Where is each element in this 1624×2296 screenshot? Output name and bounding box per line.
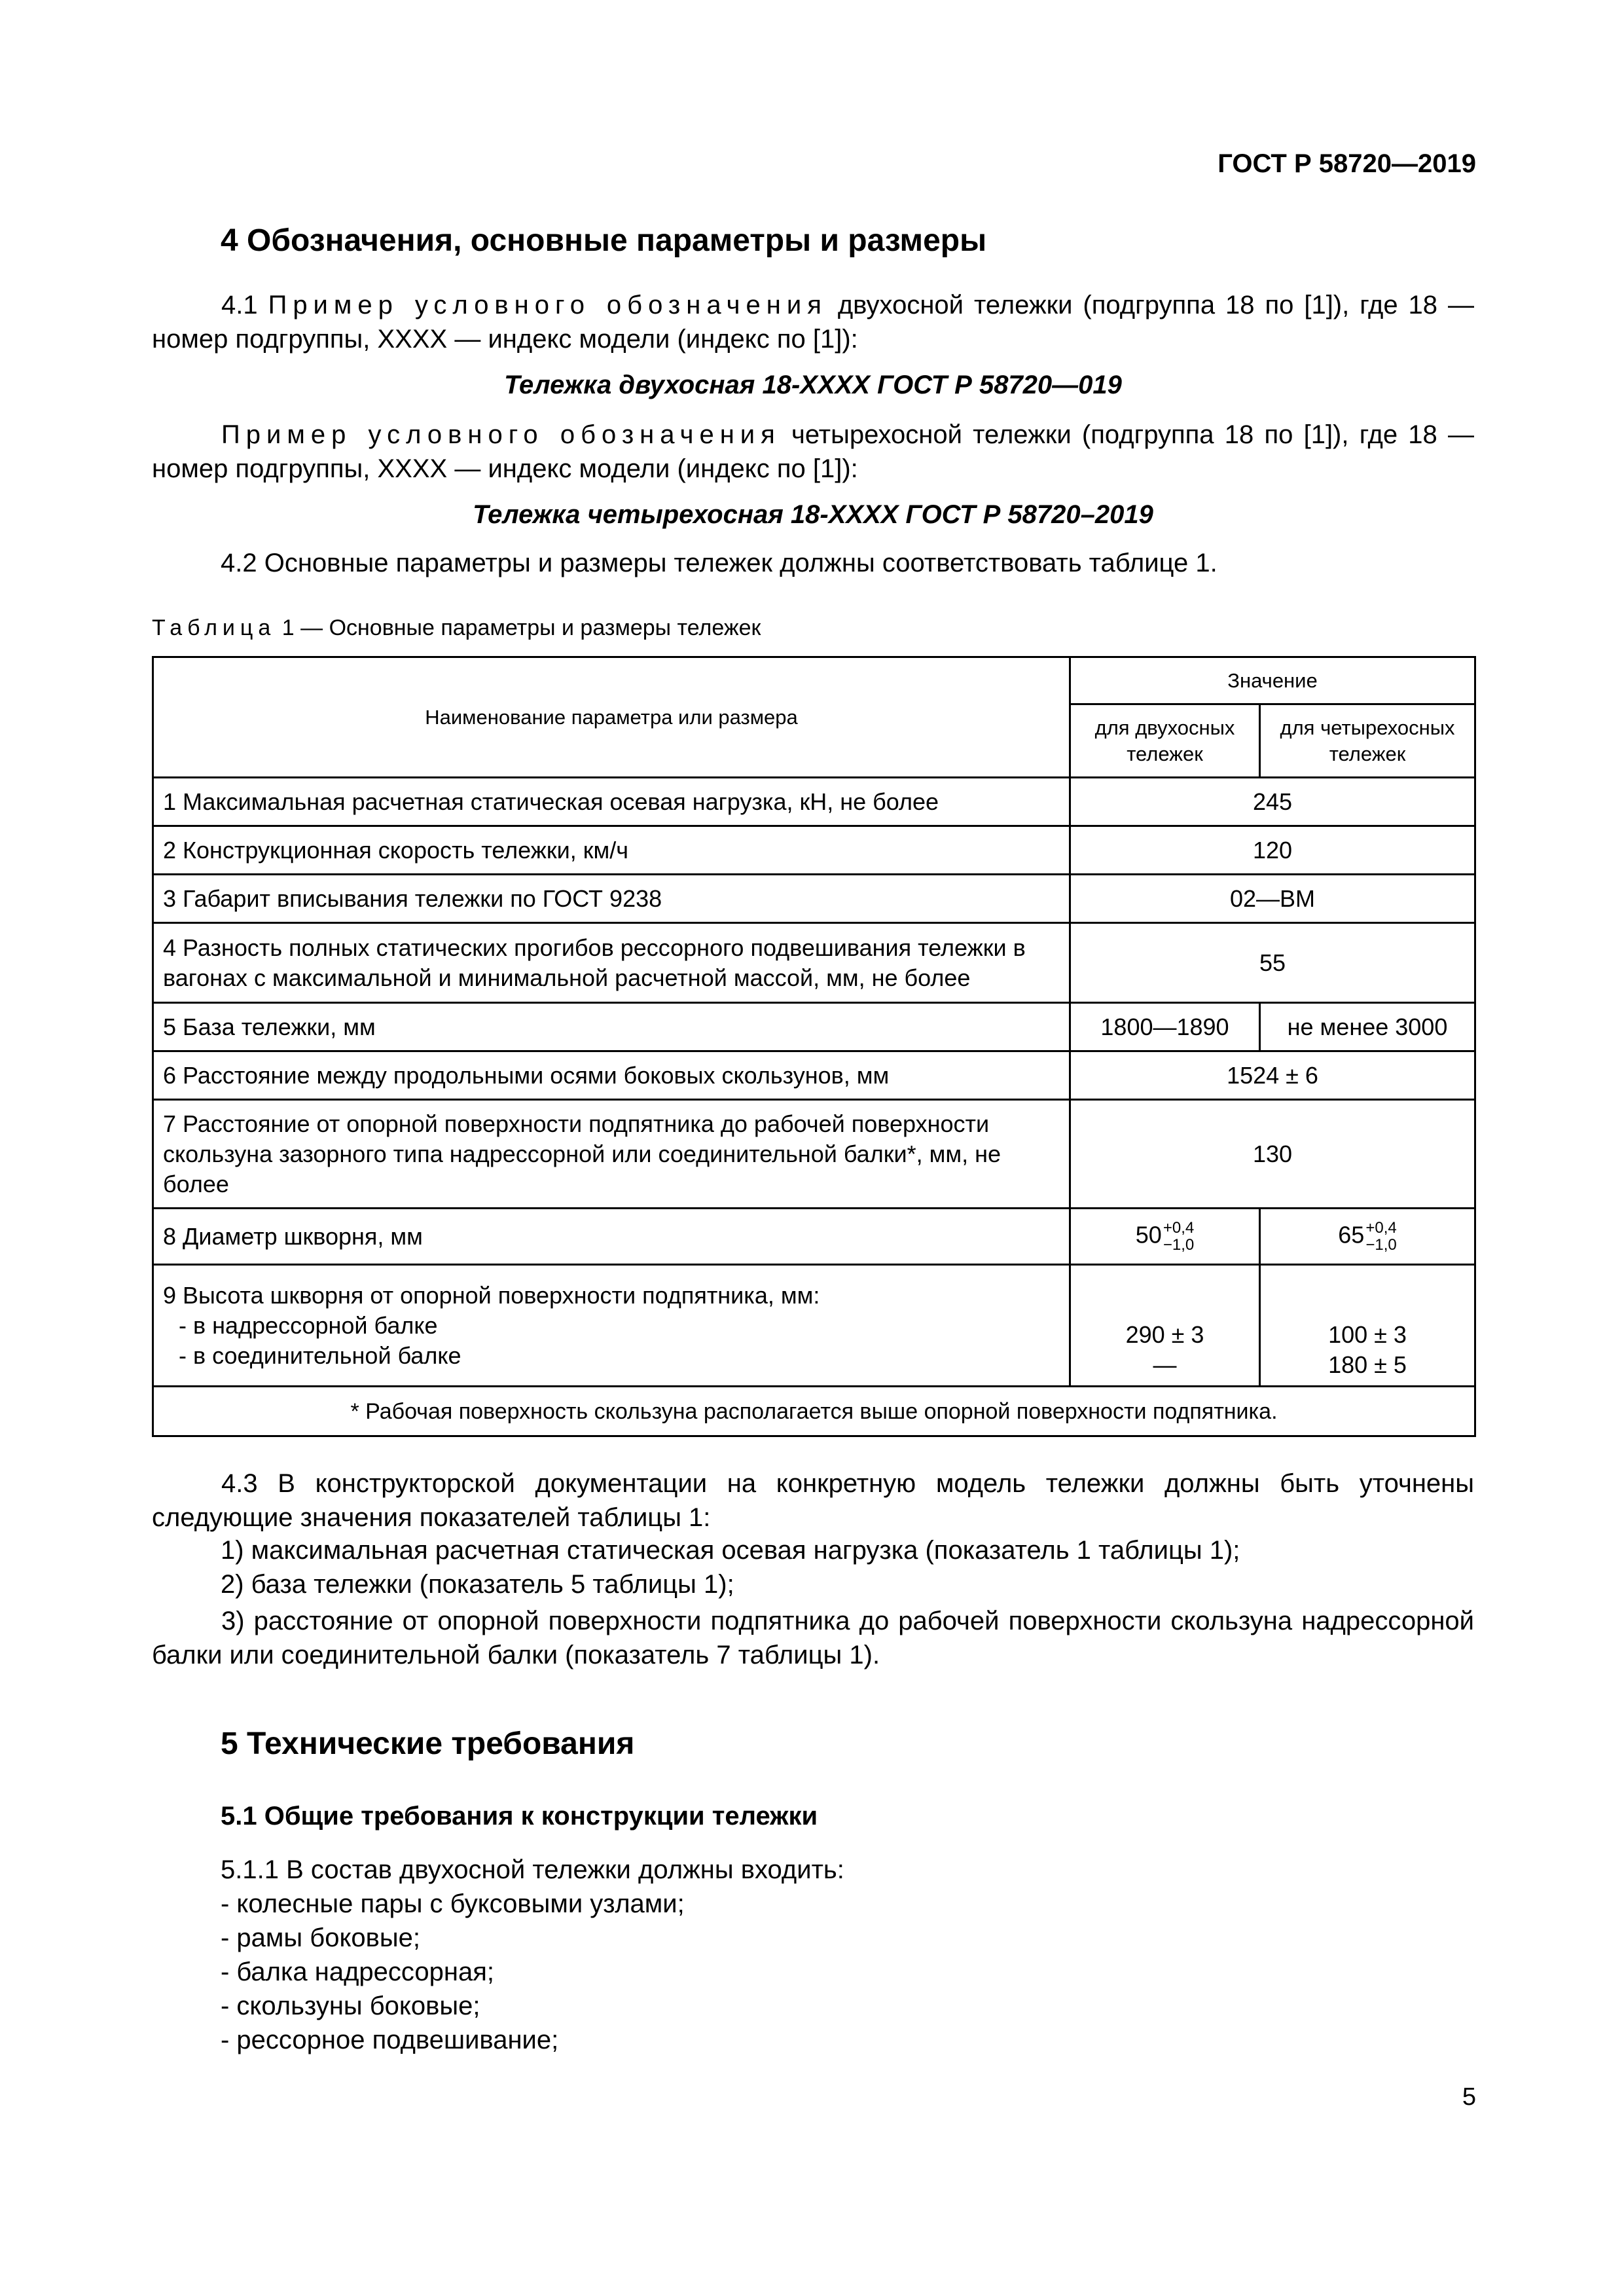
list-item: - рамы боковые;: [221, 1923, 420, 1952]
table-caption-text: 1 — Основные параметры и размеры тележек: [281, 615, 761, 640]
row-8-two-axle: [1070, 1209, 1260, 1265]
row-8-two-axle-upper: +0,4: [1163, 1218, 1195, 1237]
table-row-7: [153, 1100, 1475, 1209]
paragraph-4-1: [152, 288, 1474, 356]
row-6-name: 6 Расстояние между продольными осями боковых скользунов, мм: [153, 1051, 1070, 1100]
table-row-6: [153, 1051, 1475, 1100]
row-8-four-axle-base: 65: [1338, 1221, 1365, 1248]
row-8-two-axle-lower: −1,0: [1163, 1235, 1195, 1254]
table-1: [152, 656, 1476, 1437]
row-6-value: 1524 ± 6: [1070, 1051, 1475, 1100]
row-9-sub-1-two-axle: 290 ± 3: [1125, 1321, 1204, 1348]
header-four-axle: для четырехосных тележек: [1260, 704, 1475, 778]
paragraph-4-3-item-3: 3) расстояние от опорной поверхности подпятника до рабочей поверхности скользуна надрессорной балки или соединительной балки (показатель 7 таблицы 1).: [152, 1607, 1474, 1669]
list-item: - балка надрессорная;: [221, 1958, 494, 1986]
row-9-sub-1: - в надрессорной балке: [179, 1311, 438, 1339]
header-param-name: Наименование параметра или размера: [153, 657, 1070, 778]
row-8-two-axle-tolerance: [1163, 1220, 1194, 1254]
page-number: 5: [1462, 2083, 1476, 2111]
table-footnote-row: [153, 1387, 1475, 1436]
table-row-5: [153, 1003, 1475, 1051]
document-id-header: ГОСТ Р 58720—2019: [1218, 149, 1476, 178]
table-footnote: * Рабочая поверхность скользуна располагается выше опорной поверхности подпятника.: [153, 1387, 1475, 1436]
designation-example-four-axle: Тележка четырехосная 18-XXXX ГОСТ Р 58720–2019: [473, 500, 1153, 529]
subsection-5-1-title: 5.1 Общие требования к конструкции тележки: [221, 1802, 818, 1831]
section-5-title: 5 Технические требования: [221, 1726, 635, 1761]
row-9-two-axle: [1070, 1265, 1260, 1387]
row-9-four-axle: [1260, 1265, 1475, 1387]
row-9-name: 9 Высота шкворня от опорной поверхности подпятника, мм:: [163, 1281, 820, 1309]
section-4-title: 4 Обозначения, основные параметры и размеры: [221, 223, 987, 258]
table-1-caption: [152, 615, 761, 641]
row-9-sub-2: - в соединительной балке: [179, 1341, 461, 1369]
paragraph-4-2: 4.2 Основные параметры и размеры тележек должны соответствовать таблице 1.: [221, 549, 1218, 577]
paragraph-4-3: 4.3 В конструкторской документации на конкретную модель тележки должны быть уточнены следующие значения показателей таблицы 1:: [152, 1469, 1474, 1532]
paragraph-4-3-item-1: 1) максимальная расчетная статическая осевая нагрузка (показатель 1 таблицы 1);: [221, 1536, 1240, 1565]
list-item: - скользуны боковые;: [221, 1992, 480, 2020]
row-9-sub-1-four-axle: 100 ± 3: [1328, 1321, 1407, 1348]
row-5-two-axle: 1800—1890: [1070, 1003, 1260, 1051]
row-9-sub-2-two-axle: —: [1153, 1351, 1177, 1378]
row-7-value: 130: [1070, 1100, 1475, 1209]
list-item: - рессорное подвешивание;: [221, 2026, 559, 2054]
designation-example-two-axle: Тележка двухосная 18-XXXX ГОСТ Р 58720—019: [504, 371, 1122, 399]
row-2-value: 120: [1070, 826, 1475, 875]
row-2-name: 2 Конструкционная скорость тележки, км/ч: [153, 826, 1070, 875]
paragraph-5-1-1: 5.1.1 В состав двухосной тележки должны входить:: [221, 1855, 844, 1884]
paragraph-text: четырехосной тележки (подгруппа 18 по [1]), где 18 — номер подгруппы, XXXX — индекс модели (индекс по [1]):: [152, 420, 1474, 483]
table-row-1: [153, 778, 1475, 826]
table-caption-label: Таблица: [152, 615, 276, 640]
table-row-9: [153, 1265, 1475, 1387]
header-value: Значение: [1070, 657, 1475, 704]
row-5-four-axle: не менее 3000: [1260, 1003, 1475, 1051]
list-item: - колесные пары с буксовыми узлами;: [221, 1889, 685, 1918]
row-3-value: 02—ВМ: [1070, 875, 1475, 923]
paragraph-example-four-axle: [152, 418, 1474, 486]
row-5-name: 5 База тележки, мм: [153, 1003, 1070, 1051]
row-1-value: 245: [1070, 778, 1475, 826]
table-row-3: [153, 875, 1475, 923]
paragraph-4-1-spaced-term: Пример условного обозначения: [268, 291, 827, 319]
row-7-name: 7 Расстояние от опорной поверхности подпятника до рабочей поверхности скользуна зазорного типа надрессорной или соединительной балки*, мм, не более: [153, 1100, 1070, 1209]
table-row-4: [153, 923, 1475, 1003]
row-8-four-axle: [1260, 1209, 1475, 1265]
row-8-four-axle-lower: −1,0: [1365, 1235, 1397, 1254]
table-row-2: [153, 826, 1475, 875]
row-8-four-axle-tolerance: [1365, 1220, 1396, 1254]
row-8-four-axle-upper: +0,4: [1365, 1218, 1397, 1237]
row-4-name: 4 Разность полных статических прогибов рессорного подвешивания тележки в вагонах с максимальной и минимальной расчетной массой, мм, не более: [153, 923, 1070, 1003]
table-row-8: [153, 1209, 1475, 1265]
row-9-name-cell: [153, 1265, 1070, 1387]
paragraph-4-1-text: двухосной тележки (подгруппа 18 по [1]), где 18 — номер подгруппы, XXXX — индекс модели (индекс по [1]):: [152, 291, 1474, 354]
row-1-name: 1 Максимальная расчетная статическая осевая нагрузка, кН, не более: [153, 778, 1070, 826]
header-two-axle: для двухосных тележек: [1070, 704, 1260, 778]
paragraph-4-3-item-2: 2) база тележки (показатель 5 таблицы 1);: [221, 1570, 734, 1599]
row-4-value: 55: [1070, 923, 1475, 1003]
paragraph-spaced-term: Пример условного обозначения: [221, 420, 781, 449]
row-3-name: 3 Габарит вписывания тележки по ГОСТ 9238: [153, 875, 1070, 923]
row-8-two-axle-base: 50: [1135, 1221, 1162, 1248]
paragraph-4-1-number: 4.1: [221, 291, 258, 319]
row-8-name: 8 Диаметр шкворня, мм: [153, 1209, 1070, 1265]
row-9-sub-2-four-axle: 180 ± 5: [1328, 1351, 1407, 1378]
